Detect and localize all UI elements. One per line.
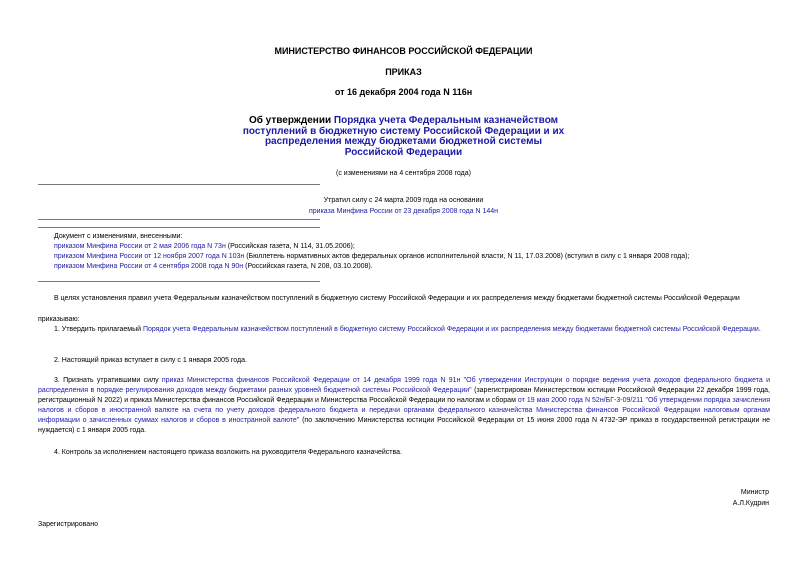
divider bbox=[38, 227, 320, 228]
document-type: ПРИКАЗ bbox=[385, 67, 422, 77]
repealed-joint-order-link[interactable]: от 19 мая 2000 года N 52н/БГ-3-09/211 "Об утверждении порядка зачисления налогов и сборов в иностранной валюте на счета по учету доходов федерального бюджета и передачи органами федерального казначейства Министерства финансов Российской Федерации налоговым органам информации о зачисленных суммах налогов и сборов в иностранной валюте" bbox=[38, 397, 770, 424]
signature-role: Министр bbox=[740, 489, 769, 496]
order-word: приказываю: bbox=[38, 316, 80, 323]
paragraph-2: 2. Настоящий приказ вступает в силу с 1 января 2005 года. bbox=[54, 357, 247, 364]
divider bbox=[38, 281, 320, 282]
amended-note: (с изменениями на 4 сентября 2008 года) bbox=[336, 170, 471, 177]
amendment-source: (Российская газета, N 114, 31.05.2006); bbox=[225, 243, 355, 250]
amendment-source: (Российская газета, N 208, 03.10.2008). bbox=[243, 263, 373, 270]
amendment-source: (Бюллетень нормативных актов федеральных органов исполнительной власти, N 11, 17.03.2008) (вступил в силу с 1 января 2008 года); bbox=[244, 253, 690, 260]
amendment-link[interactable]: приказом Минфина России от 2 мая 2006 года N 73н bbox=[54, 243, 226, 250]
amendments-heading: Документ с изменениями, внесенными: bbox=[54, 233, 183, 240]
document-title bbox=[240, 116, 567, 158]
amendment-link[interactable]: приказом Минфина России от 12 ноября 2007 года N 103н bbox=[54, 253, 245, 260]
amendment-item bbox=[54, 242, 774, 252]
document-date: от 16 декабря 2004 года N 116н bbox=[334, 87, 473, 97]
void-note-link[interactable]: приказа Минфина России от 23 декабря 2008 года N 144н bbox=[308, 208, 499, 215]
paragraph-3 bbox=[38, 376, 770, 436]
paragraph-1-end: . bbox=[758, 326, 761, 333]
paragraph-3-text-b: (зарегистрирован Министерством юстиции Российской Федерации 22 декабря 1999 года, регистрационный N 2022) и приказ Министерства финансов Российской Федерации и Министерства Российской Федерации по налогам и сборам bbox=[38, 387, 770, 404]
paragraph-3-text-c: (по заключению Министерства юстиции Российской Федерации от 15 июня 2000 года N 4732-ЭР приказ в государственной регистрации не нуждается) с 1 января 2005 года. bbox=[38, 417, 770, 434]
amendments-block bbox=[54, 232, 774, 272]
title-prefix: Об утверждении bbox=[248, 115, 332, 126]
paragraph-1 bbox=[38, 325, 770, 335]
ministry-name: МИНИСТЕРСТВО ФИНАНСОВ РОССИЙСКОЙ ФЕДЕРАЦИИ bbox=[274, 46, 533, 56]
repealed-order-link[interactable]: приказ Министерства финансов Российской Федерации от 14 декабря 1999 года N 91н "Об утверждении Инструкции о порядке ведения учета доходов федерального бюджета и распределения в порядке регулирования доходов между бюджетами разных уровней бюджетной системы Российской Федерации" bbox=[38, 377, 770, 394]
procedure-link[interactable]: Порядок учета Федеральным казначейством поступлений в бюджетную систему Российской Федерации и их распределения между бюджетами бюджетной системы Российской Федерации bbox=[142, 326, 759, 333]
title-link[interactable]: Порядка учета Федеральным казначейством поступлений в бюджетную систему Российской Федерации и их распределения между бюджетами бюджетной системы Российской Федерации bbox=[242, 115, 565, 158]
amendment-item bbox=[54, 262, 774, 272]
intro-paragraph: В целях установления правил учета Федеральным казначейством поступлений в бюджетную систему Российской Федерации и их распределения между бюджетами бюджетной системы Российской Федерации bbox=[54, 295, 740, 302]
paragraph-4: 4. Контроль за исполнением настоящего приказа возложить на руководителя Федерального казначейства. bbox=[54, 449, 402, 456]
amendment-link[interactable]: приказом Минфина России от 4 сентября 2008 года N 90н bbox=[54, 263, 244, 270]
paragraph-1-text: 1. Утвердить прилагаемый bbox=[54, 326, 142, 333]
registered-note: Зарегистрировано bbox=[38, 521, 98, 528]
paragraph-3-text-a: 3. Признать утратившими силу bbox=[54, 377, 159, 384]
amendment-item bbox=[54, 252, 774, 262]
signature-name: А.Л.Кудрин bbox=[732, 500, 769, 507]
divider bbox=[38, 219, 320, 220]
void-note-text: Утратил силу с 24 марта 2009 года на основании bbox=[323, 197, 484, 204]
divider bbox=[38, 184, 320, 185]
